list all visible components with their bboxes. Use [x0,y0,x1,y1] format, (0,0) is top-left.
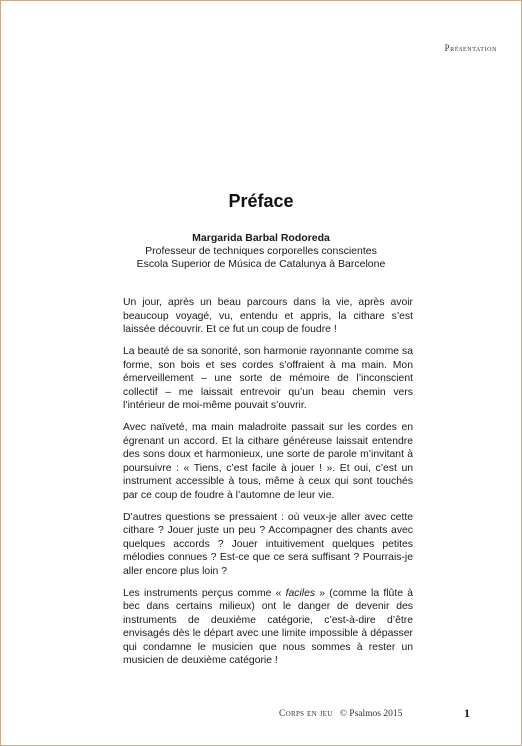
text-run: Les instruments perçus comme « [123,587,286,599]
byline [0,232,522,271]
footer-brand: Corps en jeu [279,709,333,719]
paragraph: Avec naïveté, ma main maladroite passait sur les cordes en égrenant un accord. Et la cithare généreuse laissait entendre des sons doux et harmonieux, une sorte de parole m’invitant à poursuivre : « Tiens, c’est facile à jouer ! ». Et oui, c’est un instrument accessible à tous, même à ceux qui sont touchés par ce coup de foudre à l’automne de leur vie. [123,422,413,501]
emphasis: faciles [285,587,316,599]
paragraph [123,587,413,668]
footer-copyright: © Psalmos 2015 [339,709,403,719]
paragraph: Un jour, après un beau parcours dans la vie, après avoir beaucoup voyagé, vu, entendu et appris, la cithare s’est laissée découvrir. Et ce fut un coup de foudre ! [123,297,413,335]
page-title: Préface [228,191,294,211]
page-number: 1 [464,706,470,720]
paragraph: D’autres questions se pressaient : où veux-je aller avec cette cithare ? Jouer juste un peu ? Accompagner des chants avec quelques accords ? Jouer intuitivement quelques petites mélodies connues ? Est-ce que ce sera suffisant ? Pourrais-je aller encore plus loin ? [123,511,413,577]
footer [279,709,402,719]
preface-body [123,296,413,676]
author-role: Professeur de techniques corporelles conscientes [145,245,377,257]
running-head: Présentation [444,43,497,53]
author-school: Escola Superior de Música de Catalunya à Barcelone [136,258,386,270]
author-name: Margarida Barbal Rodoreda [192,232,330,244]
text-run: » (comme la flûte à bec dans certains milieux) ont le danger de devenir des instruments de deuxième catégorie, c’est-à-dire d’être envisagés dès le départ avec une limite impossible à dépasser qui condamne le musicien que nous sommes à rester un musicien de deuxième catégorie ! [123,587,413,666]
paragraph: La beauté de sa sonorité, son harmonie rayonnante comme sa forme, son bois et ses cordes s’offraient à ma main. Mon émerveillement – une sorte de mémoire de l’inconscient collectif – me laissait entrevoir qu’un beau chemin vers l’intérieur de moi-même pouvait s’ouvrir. [123,346,413,411]
